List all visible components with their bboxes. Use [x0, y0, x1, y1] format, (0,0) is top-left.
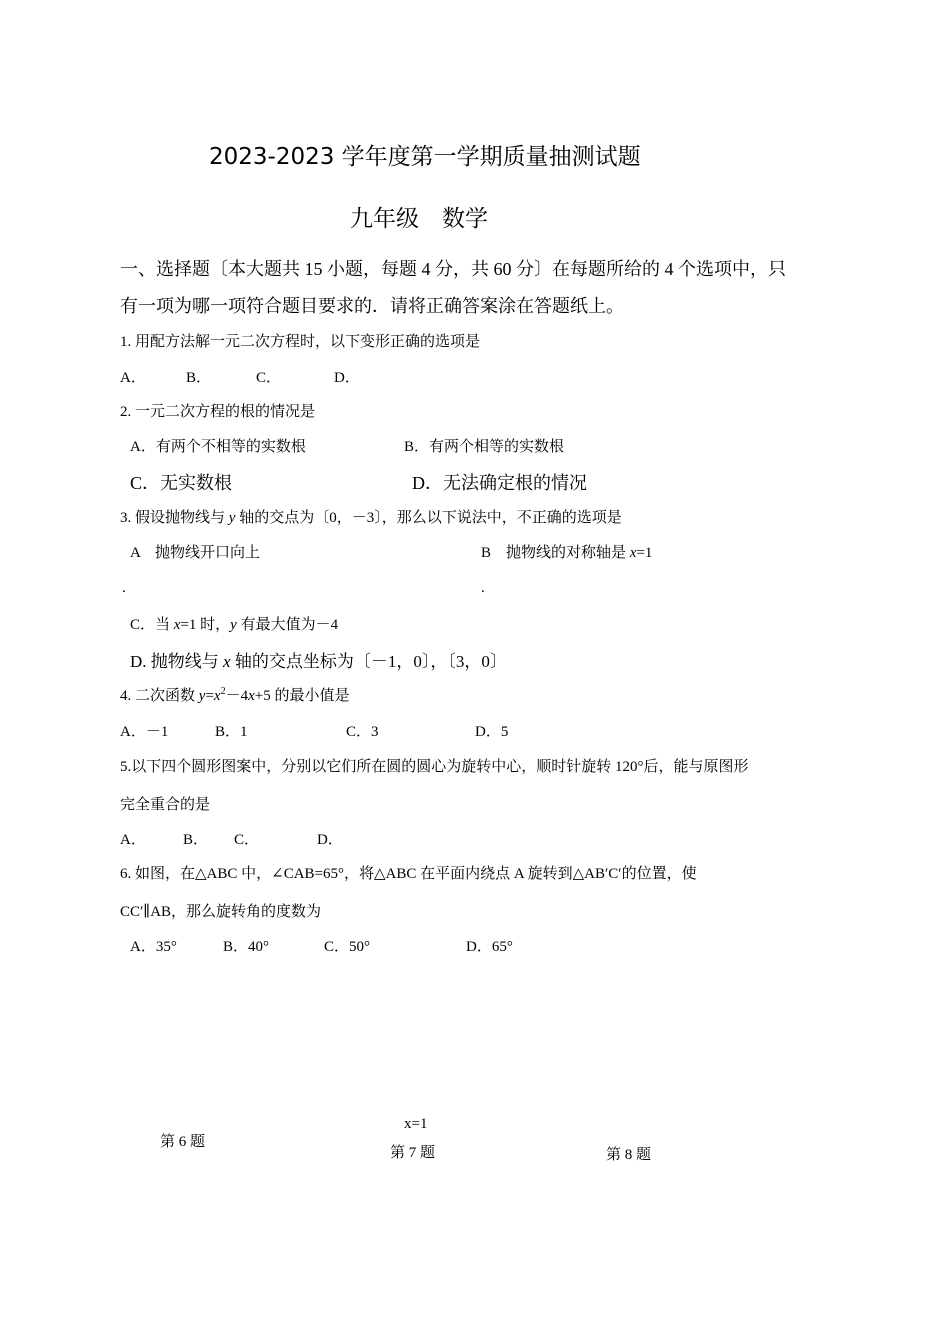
- q3-dot-left: .: [122, 580, 126, 596]
- q3-option-c: C．当 x=1 时，y 有最大值为－4: [130, 617, 339, 633]
- page-subtitle: 九年级 数学: [350, 206, 488, 232]
- q5-option-c: C．: [234, 832, 260, 848]
- q2-option-c: C．无实数根: [130, 473, 233, 493]
- q4-option-d: D．5: [475, 724, 509, 740]
- q1-option-b: B．: [186, 370, 212, 386]
- q5-option-a: A．: [120, 832, 146, 848]
- q2-stem: 2. 一元二次方程的根的情况是: [120, 404, 316, 420]
- q6-option-c: C．50°: [324, 939, 371, 955]
- q2-option-b: B．有两个相等的实数根: [404, 439, 565, 455]
- q4-stem: 4. 二次函数 $y=x^2-4x+5$ 的最小值是: [120, 686, 350, 704]
- q5-stem-line1: 5.以下四个圆形图案中，分别以它们所在圆的圆心为旋转中心，顺时针旋转 120°后，能与原图形: [120, 759, 749, 775]
- figure8-caption: 第 8 题: [606, 1147, 652, 1163]
- q3-stem: 3. 假设抛物线与 y 轴的交点为〔0，－3〕，那么以下说法中，不正确的选项是: [120, 510, 622, 526]
- q6-stem-line2: CC′∥AB，那么旋转角的度数为: [120, 904, 322, 920]
- q5-stem-line2: 完全重合的是: [120, 797, 211, 813]
- q5-option-b: B．: [183, 832, 209, 848]
- q1-option-d: D．: [334, 370, 360, 386]
- q6-option-a: A．35°: [130, 939, 177, 955]
- section-instructions-line2: 有一项为哪一项符合题目要求的．请将正确答案涂在答题纸上。: [120, 296, 624, 316]
- section-instructions-line1: 一、选择题〔本大题共 15 小题，每题 4 分，共 60 分〕在每题所给的 4 个选项中，只: [120, 259, 786, 279]
- q1-option-a: A．: [120, 370, 146, 386]
- q3-dot-right: .: [481, 580, 485, 596]
- q6-stem-line1: 6. 如图，在△ABC 中，∠CAB=65°，将△ABC 在平面内绕点 A 旋转到△AB′C′的位置，使: [120, 866, 697, 882]
- figure6-caption: 第 6 题: [160, 1134, 206, 1150]
- q6-option-d: D．65°: [466, 939, 513, 955]
- q2-option-d: D．无法确定根的情况: [412, 473, 587, 493]
- q1-stem: 1. 用配方法解一元二次方程时，以下变形正确的选项是: [120, 334, 481, 350]
- q3-option-a: A 抛物线开口向上: [130, 545, 261, 561]
- q3-option-b: B 抛物线的对称轴是 x=1: [481, 545, 653, 561]
- q1-option-c: C．: [256, 370, 282, 386]
- page-title: 2023-2023 学年度第一学期质量抽测试题: [209, 144, 641, 170]
- q4-option-b: B．1: [215, 724, 248, 740]
- q4-option-a: A．－1: [120, 724, 169, 740]
- q5-option-d: D．: [317, 832, 343, 848]
- q2-option-a: A．有两个不相等的实数根: [130, 439, 306, 455]
- figure7-axis-label: x=1: [404, 1116, 428, 1132]
- q4-option-c: C．3: [346, 724, 379, 740]
- figure7-caption: 第 7 题: [390, 1145, 436, 1161]
- q3-option-d: D. 抛物线与 x 轴的交点坐标为〔－1，0〕，〔3，0〕: [130, 652, 507, 671]
- q6-option-b: B．40°: [223, 939, 270, 955]
